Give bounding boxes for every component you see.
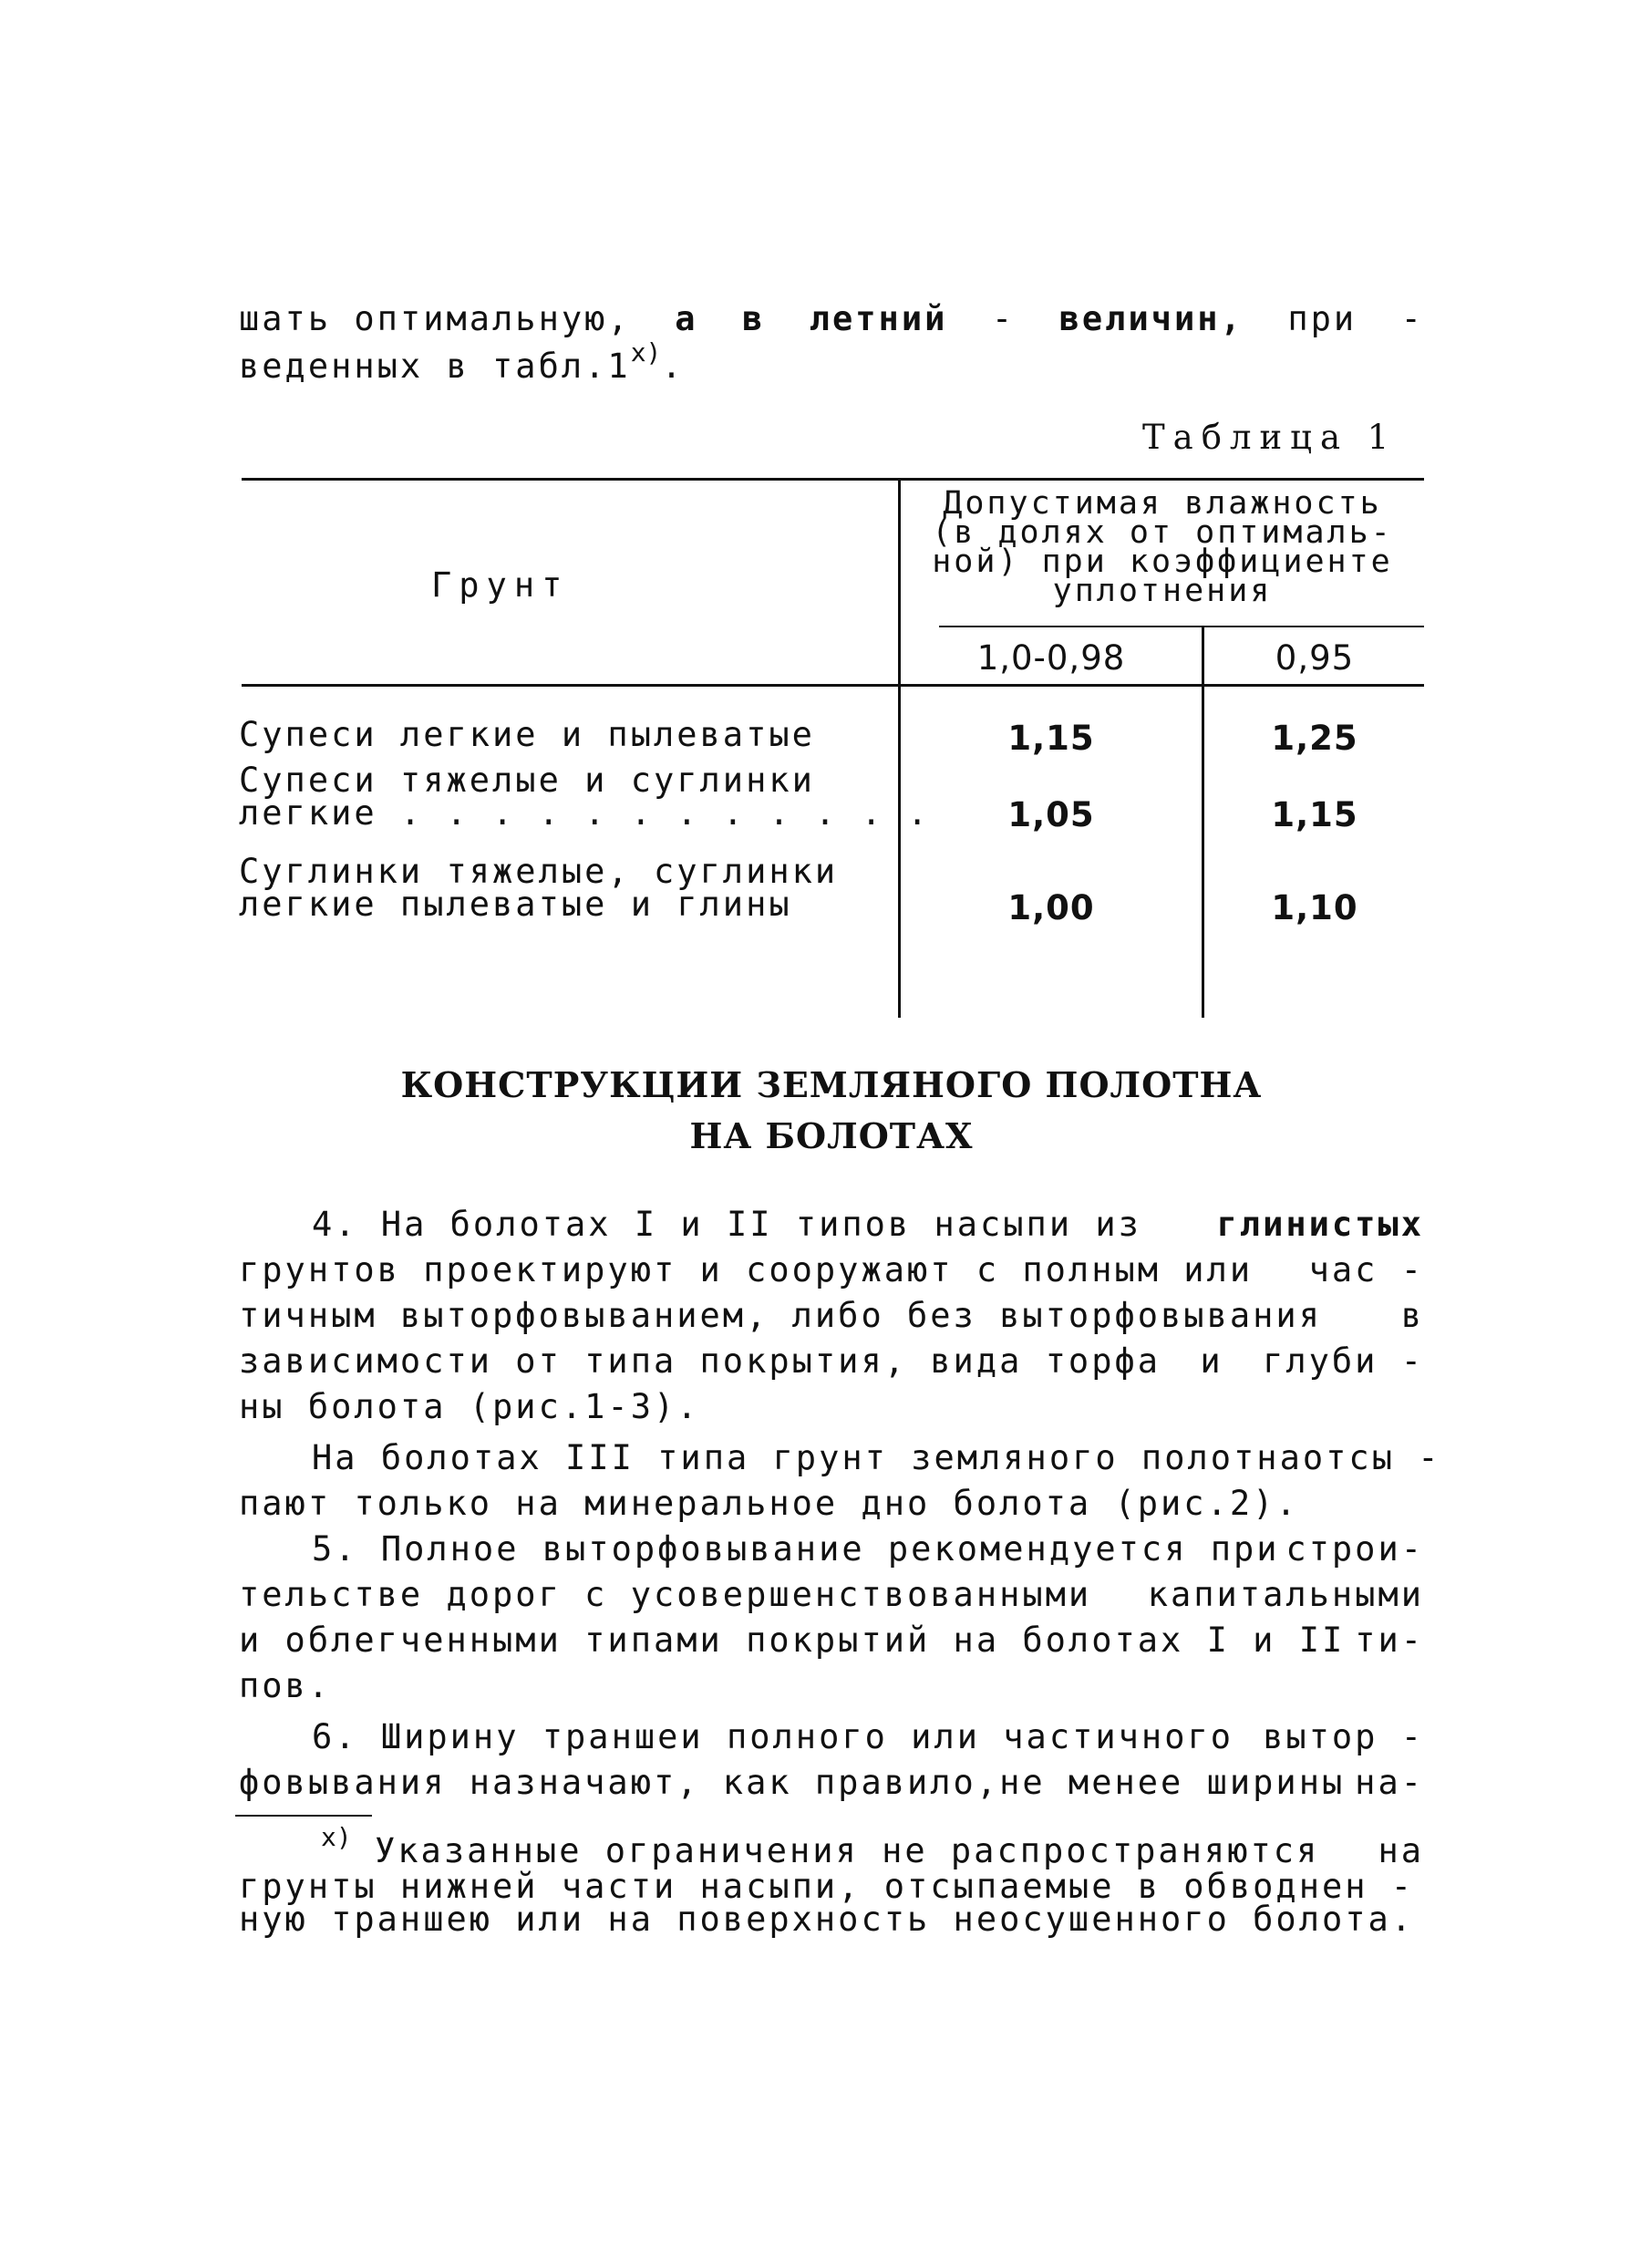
body-line [239,1339,1424,1384]
body-line [239,1248,1424,1293]
soil-name-line: легкие пылеватые и глины [239,885,792,924]
footnote-rule [235,1815,372,1817]
moisture-header-line: Допустимая влажность [943,485,1382,522]
body-line-word: вытор - [1263,1717,1424,1756]
intro-word: - [991,299,1016,338]
body-line-word: час - [1308,1250,1424,1289]
footnote [239,1822,1424,1939]
body-line [239,1760,1424,1806]
body-line-text: На болотах III типа грунт земляного полотна [312,1438,1303,1477]
body-line-word: глуби - [1263,1341,1424,1381]
section-title-line: НА БОЛОТАХ [689,1115,974,1156]
body-line-text: тельстве дорог с усовершенствованными [239,1575,1092,1614]
subheader-compaction-2: 0,95 [1275,638,1355,678]
intro-line-1 [239,299,1424,338]
intro-line-2 [239,337,685,386]
table-row-1-value-2: 1,25 [1271,719,1358,758]
body-line-text: тичным выторфовыванием, либо без выторфовывания [239,1296,1322,1335]
body-line: ны болота (рис.1-3). [239,1387,700,1426]
body-line-word: на- [1355,1763,1424,1802]
subheader-compaction-1: 1,0-0,98 [976,638,1126,678]
body-line [239,1293,1424,1339]
body-line [239,1202,1424,1248]
intro-word: величин, [1058,299,1244,338]
body-line [239,1714,1424,1760]
intro-word: летний [809,299,948,338]
table-row-1-value-1: 1,15 [1007,719,1095,758]
intro-line-2-text: веденных в табл.1 [239,347,631,386]
body-line-word: строи- [1285,1529,1424,1569]
body-line-word: и [1200,1341,1223,1381]
body-line: пов. [239,1666,332,1705]
body-line-text: фовывания назначают, как правило,не менее ширины [239,1763,1346,1802]
soil-name-line: Суглинки тяжелые, суглинки [239,852,839,891]
body-line-word: отсы - [1302,1438,1441,1477]
body-line [239,1618,1424,1663]
subheader-rule [939,626,1424,627]
table-row-3-value-2: 1,10 [1271,888,1358,927]
soil-name-line: легкие . . . . . . . . . . . . [239,793,931,833]
intro-line-2-end: . [661,347,685,386]
intro-word: при [1287,299,1357,338]
body-text [239,1202,1441,1806]
footnote-line: грунты нижней части насыпи, отсыпаемые в обводнен - [239,1867,1415,1906]
body-line [239,1435,1441,1481]
body-line-text: 4. На болотах I и II типов насыпи из [312,1205,1141,1244]
body-line-text: и облегченными типами покрытий на болотах I и II [239,1621,1346,1660]
moisture-column-header [907,485,1418,609]
footnote-line-word: на [1378,1831,1424,1870]
table-top-rule [242,478,1424,481]
moisture-header-line: ной) при коэффициенте [932,544,1393,580]
body-line-word: капитальными [1147,1575,1424,1614]
table-row-3-soil [239,852,839,924]
table-row-1-soil [239,715,815,754]
table-row-2-value-1: 1,05 [1007,795,1095,834]
body-line-word: глинистых [1216,1205,1424,1244]
body-line [239,1572,1424,1618]
intro-word: в [741,299,766,338]
table-caption: Таблица 1 [1142,418,1398,457]
intro-word: шать оптимальную, [239,299,631,338]
footnote-line [239,1822,1424,1870]
soil-name-line: Супеси легкие и пылеватые [239,715,815,754]
footnote-marker: x) [321,1822,352,1852]
body-line-word: в [1400,1296,1424,1335]
intro-word: а [675,299,698,338]
moisture-header-line: (в долях от оптималь- [932,514,1393,551]
body-line-text: зависимости от типа покрытия, вида торфа [239,1341,1161,1381]
footnote-line-text [321,1822,1320,1870]
body-line-word: ти- [1355,1621,1424,1660]
table-row-2-soil [239,761,931,833]
table-header-rule [242,684,1424,687]
soil-column-header: Грунт [431,565,570,605]
footnote-line-words: Указанные ограничения не распространяются [375,1831,1320,1870]
moisture-header-line: уплотнения [1052,573,1273,609]
body-line-text: 5. Полное выторфовывание рекомендуется при [312,1529,1280,1569]
section-title-line: КОНСТРУКЦИИ ЗЕМЛЯНОГО ПОЛОТНА [400,1064,1263,1105]
table-divider-1 [898,480,901,1018]
intro-word: - [1400,299,1424,338]
soil-name-line: Супеси тяжелые и суглинки [239,761,815,800]
footnote-ref: x) [630,337,662,368]
table-divider-2 [1202,627,1204,1018]
section-title [239,1060,1424,1162]
body-line: пают только на минеральное дно болота (рис.2). [239,1484,1299,1523]
footnote-line: ную траншею или на поверхность неосушенного болота. [239,1900,1415,1939]
body-line [239,1527,1424,1572]
table-row-2-value-2: 1,15 [1271,795,1358,834]
body-line-text: 6. Ширину траншеи полного или частичного [312,1717,1234,1756]
table-row-3-value-1: 1,00 [1007,888,1095,927]
body-line-text: грунтов проектируют и сооружают с полным или [239,1250,1254,1289]
